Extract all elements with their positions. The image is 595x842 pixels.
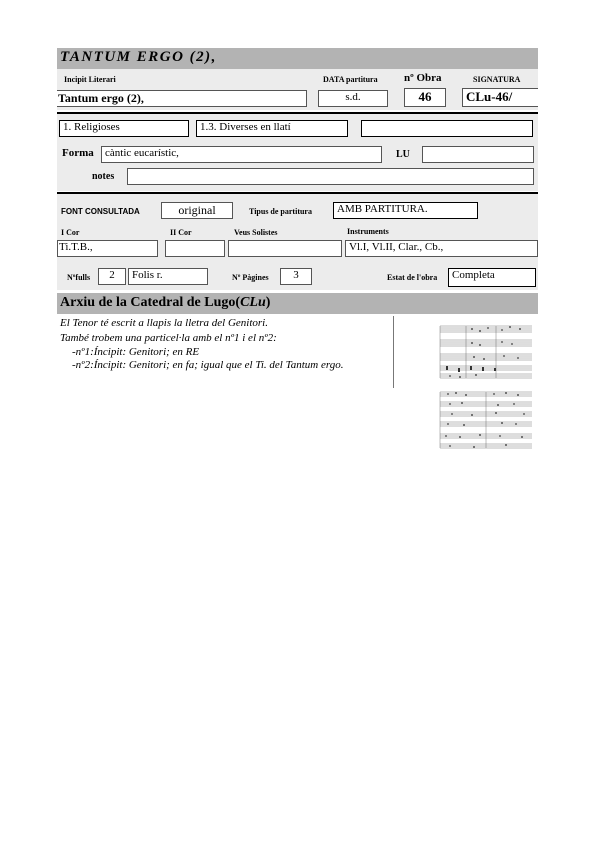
archive-name-text: Arxiu de la Catedral de Lugo( bbox=[60, 295, 241, 310]
score-image-icon bbox=[436, 316, 536, 456]
font-consultada-field[interactable]: original bbox=[161, 202, 233, 219]
work-title: TANTUM ERGO (2), bbox=[60, 49, 217, 65]
forma-label: Forma bbox=[62, 147, 94, 159]
ii-cor-label: II Cor bbox=[170, 228, 192, 237]
folis-field[interactable]: Folis r. bbox=[128, 268, 208, 285]
instruments-field[interactable]: Vl.I, Vl.II, Clar., Cb., bbox=[345, 240, 538, 257]
ii-cor-field[interactable] bbox=[165, 240, 225, 257]
signatura-label: SIGNATURA bbox=[473, 75, 521, 84]
i-cor-label: I Cor bbox=[61, 228, 80, 237]
estat-field[interactable]: Completa bbox=[448, 268, 536, 287]
estat-label: Estat de l'obra bbox=[387, 273, 438, 282]
forma-field[interactable]: càntic eucarístic, bbox=[101, 146, 382, 163]
notes-field[interactable] bbox=[127, 168, 534, 185]
veus-solistes-field[interactable] bbox=[228, 240, 342, 257]
obra-field[interactable]: 46 bbox=[404, 88, 446, 107]
data-field[interactable]: s.d. bbox=[318, 90, 388, 107]
notes-label: notes bbox=[92, 171, 115, 182]
archive-close: ) bbox=[265, 295, 271, 310]
archive-name bbox=[60, 295, 270, 311]
npagines-field[interactable]: 3 bbox=[280, 268, 312, 285]
data-label: DATA partitura bbox=[323, 75, 378, 84]
npagines-label: Nº Pàgines bbox=[232, 273, 269, 282]
instruments-label: Instruments bbox=[347, 227, 389, 236]
note-line-3: -nº1:Íncipit: Genitori; en RE bbox=[72, 346, 200, 358]
tipus-label: Tipus de partitura bbox=[249, 207, 312, 216]
music-score-thumbnail bbox=[436, 316, 536, 456]
title-bar bbox=[57, 48, 538, 69]
tipus-field[interactable]: AMB PARTITURA. bbox=[333, 202, 478, 219]
i-cor-field[interactable]: Ti.T.B., bbox=[57, 240, 158, 257]
nfulls-label: Nºfulls bbox=[67, 273, 91, 282]
nfulls-field[interactable]: 2 bbox=[98, 268, 126, 285]
category-1-field[interactable]: 1. Religioses bbox=[59, 120, 189, 137]
font-consultada-label: FONT CONSULTADA bbox=[61, 207, 140, 216]
archive-abbr: CLu bbox=[240, 295, 266, 310]
veus-solistes-label: Veus Solistes bbox=[234, 228, 278, 237]
incipit-field[interactable]: Tantum ergo (2), bbox=[57, 90, 307, 107]
lu-field[interactable] bbox=[422, 146, 534, 163]
note-line-1: El Tenor té escrit a llapis la lletra del Genitori. bbox=[60, 317, 268, 329]
signatura-field[interactable]: CLu-46/ bbox=[462, 88, 538, 107]
note-line-2: També trobem una particel·la amb el nº1 i el nº2: bbox=[60, 332, 277, 344]
note-line-4: -nº2:Íncipit: Genitori; en fa; igual que el Ti. del Tantum ergo. bbox=[72, 359, 344, 371]
lu-label: LU bbox=[396, 149, 410, 160]
incipit-label: Incipit Literari bbox=[64, 75, 116, 84]
category-3-field[interactable] bbox=[361, 120, 533, 137]
category-2-field[interactable]: 1.3. Diverses en llatí bbox=[196, 120, 348, 137]
obra-label: nº Obra bbox=[404, 72, 442, 84]
archive-bar bbox=[57, 293, 538, 314]
notes-divider bbox=[393, 316, 394, 388]
